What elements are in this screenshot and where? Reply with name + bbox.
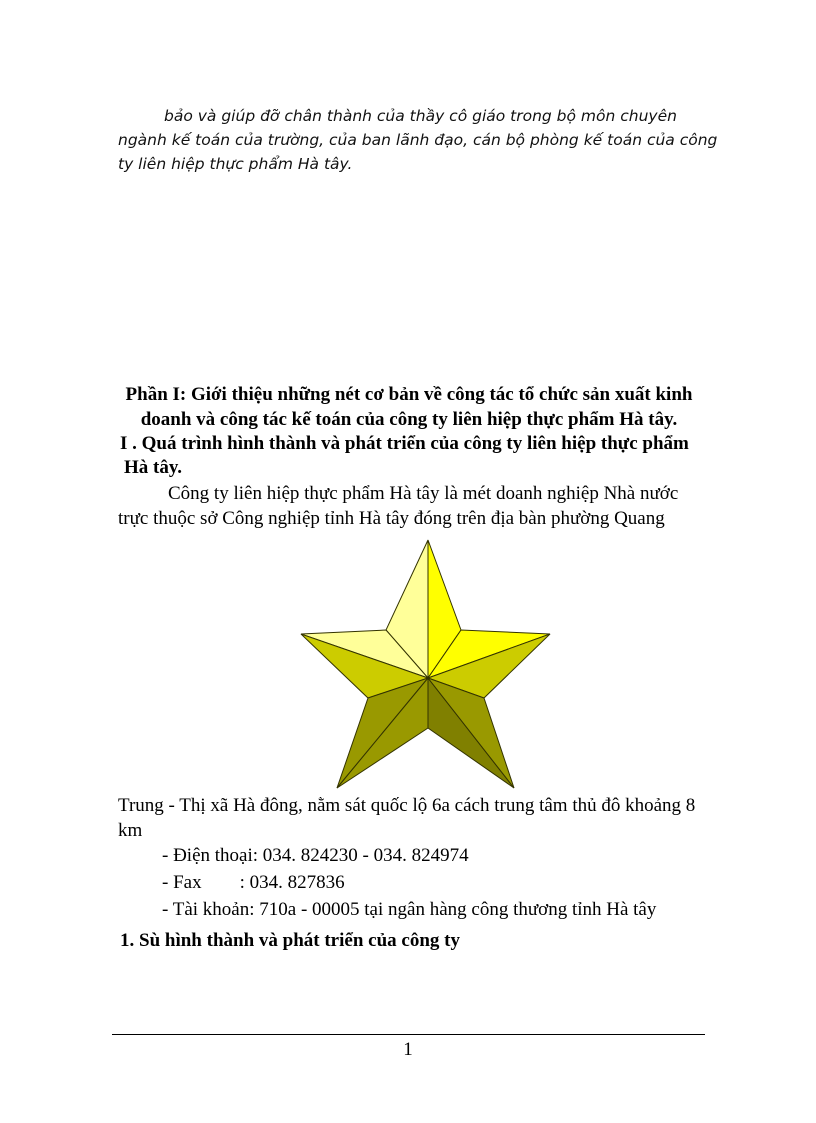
intro-line: bảo và giúp đỡ chân thành của thầy cô giáo trong bộ môn chuyên	[164, 107, 677, 125]
body-line: Trung - Thị xã Hà đông, nằm sát quốc lộ 6a cách trung tâm thủ đô khoảng 8	[118, 795, 696, 816]
star-icon	[297, 538, 555, 792]
fax-value: : 034. 827836	[239, 872, 345, 893]
body-line: Công ty liên hiệp thực phẩm Hà tây là mét doanh nghiệp Nhà nước	[168, 483, 679, 504]
body-paragraph-continued	[118, 793, 702, 843]
body-line: km	[118, 820, 143, 841]
subsection-heading: 1. Sù hình thành và phát triển của công ty	[120, 930, 460, 951]
phone-line: - Điện thoại: 034. 824230 - 034. 824974	[162, 845, 469, 866]
part-heading-line: Phần I: Giới thiệu những nét cơ bản về công tác tổ chức sản xuất kinh	[125, 384, 693, 405]
intro-line: ngành kế toán của trường, của ban lãnh đạo, cán bộ phòng kế toán của công	[118, 131, 718, 149]
section-heading-line: I . Quá trình hình thành và phát triển của công ty liên hiệp thực phẩm	[120, 433, 689, 454]
body-paragraph	[118, 481, 698, 531]
page-number: 1	[403, 1039, 413, 1060]
intro-line: ty liên hiệp thực phẩm Hà tây.	[118, 155, 353, 173]
intro-paragraph	[118, 104, 718, 176]
star-figure	[297, 538, 555, 792]
part-heading-line: doanh và công tác kế toán của công ty liên hiệp thực phẩm Hà tây.	[140, 409, 678, 430]
part-heading	[118, 382, 700, 432]
body-line: trực thuộc sở Công nghiệp tỉnh Hà tây đóng trên địa bàn phường Quang	[118, 508, 665, 529]
fax-line	[162, 870, 345, 895]
section-heading	[120, 432, 710, 480]
footer-divider	[112, 1034, 705, 1035]
section-heading-line: Hà tây.	[124, 457, 183, 478]
fax-label: - Fax	[162, 872, 202, 893]
account-line: - Tài khoản: 710a - 00005 tại ngân hàng công thương tỉnh Hà tây	[162, 899, 657, 920]
